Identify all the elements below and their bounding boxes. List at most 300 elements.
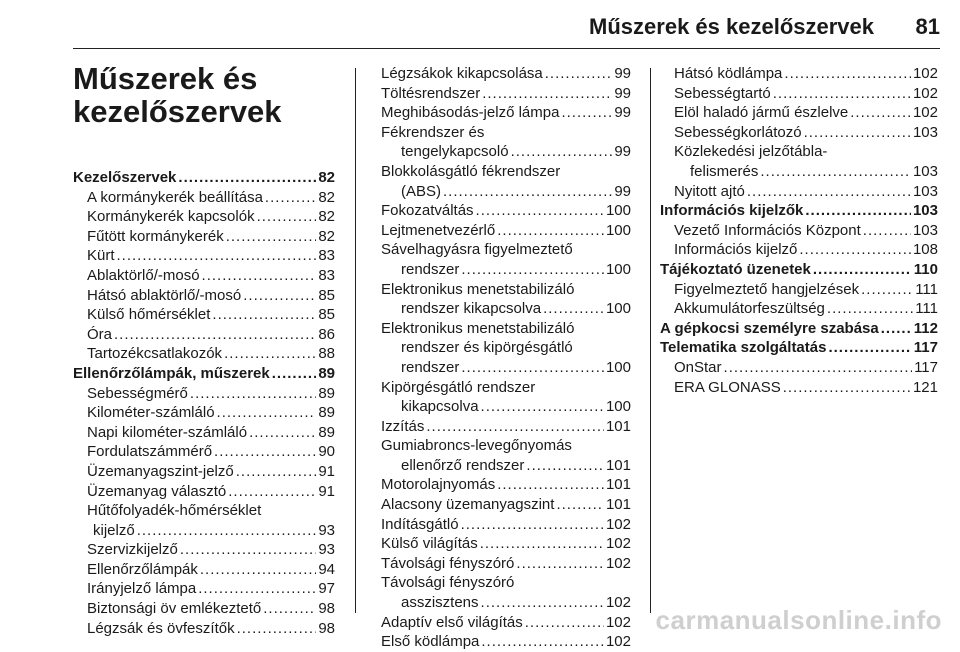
toc-entry-label: ellenőrző rendszer	[401, 456, 525, 474]
toc-entry[interactable]	[381, 632, 631, 652]
toc-entry[interactable]	[73, 305, 335, 325]
dot-leader	[511, 142, 613, 162]
dot-leader	[850, 103, 911, 123]
toc-entry-label: Blokkolásgátló fékrendszer	[381, 162, 561, 180]
toc-entry[interactable]	[73, 168, 335, 188]
running-title: Műszerek és kezelőszervek	[589, 14, 874, 39]
toc-entry-label: Óra	[87, 325, 113, 343]
toc-entry[interactable]	[660, 162, 938, 182]
toc-entry[interactable]	[381, 103, 631, 123]
dot-leader	[525, 613, 604, 633]
toc-entry-line[interactable]	[381, 240, 631, 260]
dot-leader	[272, 364, 317, 384]
toc-entry-page: 99	[614, 143, 631, 161]
toc-entry-row	[674, 280, 938, 300]
toc-entry-label: Fűtött kormánykerék	[87, 227, 224, 245]
dot-leader	[180, 540, 316, 560]
toc-entry-row	[674, 64, 938, 84]
dot-leader	[783, 378, 911, 398]
toc-entry[interactable]	[660, 64, 938, 84]
toc-entry[interactable]	[73, 560, 335, 580]
toc-entry-label: Információs kijelző	[674, 241, 798, 259]
toc-entry-line[interactable]	[381, 436, 631, 456]
toc-entry[interactable]	[381, 417, 631, 437]
toc-entry-page: 100	[605, 260, 631, 278]
dot-leader	[804, 123, 911, 143]
toc-entry[interactable]	[660, 319, 938, 339]
toc-entry-label: Akkumulátorfeszültség	[674, 300, 825, 318]
toc-entry-row	[401, 397, 631, 417]
toc-entry-page: 93	[318, 541, 335, 559]
dot-leader	[482, 84, 612, 104]
toc-entry-label: (ABS)	[401, 182, 442, 200]
toc-entry-label: Kipörgésgátló rendszer	[381, 378, 536, 396]
toc-entry-page: 102	[912, 65, 938, 82]
toc-entry-label: Kezelőszervek	[73, 169, 177, 186]
toc-entry-line[interactable]	[381, 162, 631, 182]
dot-leader	[543, 299, 604, 319]
toc-entry-label: Biztonsági öv emlékeztető	[87, 600, 262, 618]
toc-entry-page: 101	[605, 417, 631, 435]
toc-entry-page: 85	[318, 306, 335, 324]
toc-entry-page: 86	[318, 325, 335, 343]
toc-entry[interactable]	[73, 423, 335, 443]
toc-entry-row	[87, 266, 335, 286]
toc-entry[interactable]	[381, 554, 631, 574]
dot-leader	[516, 554, 604, 574]
toc-entry[interactable]	[381, 613, 631, 633]
toc-entry-line[interactable]	[381, 338, 631, 358]
toc-entry-row	[401, 142, 631, 162]
toc-entry-page: 103	[912, 202, 938, 220]
dot-leader	[545, 64, 613, 84]
toc-entry-row	[401, 593, 631, 613]
toc-entry-row	[674, 299, 938, 319]
toc-entry-page: 91	[318, 482, 335, 500]
toc-entry-row	[674, 123, 938, 143]
toc-entry-row	[87, 423, 335, 443]
toc-entry-label: rendszer	[401, 260, 460, 278]
toc-entry-label: rendszer kikapcsolva	[401, 300, 542, 318]
dot-leader	[476, 201, 604, 221]
dot-leader	[257, 207, 317, 227]
toc-entry-label: Külső világítás	[381, 535, 478, 553]
toc-entry[interactable]	[381, 299, 631, 319]
dot-leader	[137, 521, 317, 541]
toc-entry-label: Légzsákok kikapcsolása	[381, 65, 543, 82]
toc-entry[interactable]	[381, 260, 631, 280]
toc-entry[interactable]	[660, 123, 938, 143]
toc-entry-row	[87, 482, 335, 502]
dot-leader	[443, 182, 612, 202]
toc-entry-label: felismerés	[690, 162, 759, 180]
toc-entry-page: 99	[614, 65, 631, 82]
toc-entry-page: 98	[318, 600, 335, 618]
toc-entry-row	[381, 84, 631, 104]
watermark: carmanualsonline.info	[655, 605, 942, 635]
toc-entry-page: 103	[912, 123, 938, 141]
toc-entry-label: Távolsági fényszóró	[381, 574, 515, 592]
toc-entry-label: Ablaktörlő/-mosó	[87, 266, 200, 284]
toc-entry[interactable]	[73, 188, 335, 208]
toc-entry[interactable]	[381, 534, 631, 554]
toc-entry[interactable]	[73, 482, 335, 502]
toc-entry-page: 82	[318, 169, 335, 186]
toc-entry-label: Üzemanyagszint-jelző	[87, 462, 234, 480]
toc-entry-page: 101	[605, 476, 631, 494]
toc-entry-row	[381, 534, 631, 554]
toc-entry[interactable]	[381, 515, 631, 535]
toc-entry-line[interactable]	[381, 280, 631, 300]
toc-entry-row	[660, 319, 938, 339]
toc-entry-page: 90	[318, 443, 335, 461]
toc-entry-page: 102	[605, 554, 631, 572]
toc-entry-page: 117	[913, 339, 938, 357]
dot-leader	[497, 221, 604, 241]
toc-entry[interactable]	[381, 593, 631, 613]
toc-entry-page: 99	[614, 104, 631, 122]
toc-entry-page: 89	[318, 364, 335, 382]
dot-leader	[228, 482, 316, 502]
toc-entry-label: Sávelhagyásra figyelmeztető	[381, 241, 573, 259]
column-divider	[355, 68, 356, 613]
toc-entry-label: Gumiabroncs-levegőnyomás	[381, 437, 572, 455]
dot-leader	[827, 299, 913, 319]
toc-entry-page: 117	[914, 358, 938, 376]
toc-entry-label: Kormánykerék kapcsolók	[87, 208, 255, 226]
toc-entry[interactable]	[660, 260, 938, 280]
toc-entry-label: OnStar	[674, 358, 722, 376]
toc-entry-page: 100	[605, 202, 631, 220]
toc-entry-label: Elektronikus menetstabilizáló	[381, 319, 575, 337]
toc-entry-label: Első ködlámpa	[381, 633, 480, 651]
dot-leader	[190, 384, 316, 404]
toc-entry-row	[660, 260, 938, 280]
dot-leader	[799, 240, 911, 260]
header-rule	[73, 48, 940, 49]
toc-entry[interactable]	[660, 378, 938, 398]
dot-leader	[828, 338, 911, 358]
toc-entry-label: Sebességtartó	[674, 84, 771, 102]
toc-entry-page: 102	[912, 104, 938, 122]
toc-entry-page: 102	[912, 84, 938, 102]
toc-entry-page: 103	[912, 221, 938, 239]
toc-entry[interactable]	[381, 475, 631, 495]
dot-leader	[217, 403, 317, 423]
toc-entry[interactable]	[381, 495, 631, 515]
toc-entry-row	[87, 619, 335, 639]
toc-entry-line[interactable]	[381, 378, 631, 398]
toc-entry-page: 99	[614, 182, 631, 200]
toc-entry[interactable]	[381, 397, 631, 417]
toc-entry-row	[381, 632, 631, 652]
toc-entry[interactable]	[381, 84, 631, 104]
column-divider	[650, 68, 651, 613]
toc-entry[interactable]	[73, 286, 335, 306]
toc-entry-row	[401, 456, 631, 476]
dot-leader	[556, 495, 604, 515]
dot-leader	[236, 462, 317, 482]
dot-leader	[784, 64, 911, 84]
toc-entry[interactable]	[73, 579, 335, 599]
dot-leader	[760, 162, 911, 182]
toc-entry-row	[87, 442, 335, 462]
toc-column-2	[381, 64, 631, 652]
dot-leader	[263, 599, 316, 619]
toc-entry[interactable]	[73, 384, 335, 404]
toc-entry-row	[674, 103, 938, 123]
toc-entry-label: A gépkocsi személyre szabása	[660, 319, 879, 337]
dot-leader	[461, 515, 604, 535]
toc-entry-row	[73, 364, 335, 384]
toc-entry-label: Elektronikus menetstabilizáló	[381, 280, 575, 298]
dot-leader	[813, 260, 912, 280]
toc-entry-label: Légzsák és övfeszítők	[87, 619, 235, 637]
toc-entry-row	[381, 417, 631, 437]
toc-entry[interactable]	[660, 201, 938, 221]
toc-entry-label: Szervizkijelző	[87, 541, 178, 559]
dot-leader	[226, 227, 317, 247]
toc-entry-page: 89	[318, 384, 335, 402]
toc-entry-row	[381, 221, 631, 241]
toc-entry-page: 98	[318, 619, 335, 637]
toc-entry-page: 99	[614, 84, 631, 102]
toc-entry-label: Sebességkorlátozó	[674, 123, 802, 141]
toc-entry[interactable]	[73, 266, 335, 286]
toc-entry-label: Üzemanyag választó	[87, 482, 227, 500]
toc-entry[interactable]	[73, 462, 335, 482]
dot-leader	[461, 358, 604, 378]
toc-entry-page: 108	[912, 241, 938, 259]
toc-entry-label: Sebességmérő	[87, 384, 188, 402]
toc-entry-page: 102	[605, 633, 631, 651]
toc-entry[interactable]	[660, 182, 938, 202]
toc-entry-row	[401, 260, 631, 280]
toc-entry-label: Hűtőfolyadék-hőmérséklet	[87, 502, 262, 520]
toc-entry-page: 85	[318, 286, 335, 304]
toc-entry[interactable]	[660, 84, 938, 104]
toc-entry-page: 82	[318, 227, 335, 245]
toc-entry[interactable]	[73, 521, 335, 541]
toc-entry-label: Figyelmeztető hangjelzések	[674, 280, 860, 298]
toc-entry[interactable]	[660, 358, 938, 378]
dot-leader	[202, 266, 317, 286]
toc-entry-label: A kormánykerék beállítása	[87, 188, 263, 206]
toc-column-3	[660, 64, 938, 397]
toc-entry[interactable]	[73, 325, 335, 345]
toc-entry-label: Fordulatszámmérő	[87, 443, 213, 461]
toc-entry-label: Tájékoztató üzenetek	[660, 260, 811, 278]
toc-entry-row	[87, 403, 335, 423]
toc-entry[interactable]	[381, 142, 631, 162]
toc-entry-label: kijelző	[93, 521, 135, 539]
toc-entry-page: 100	[605, 221, 631, 239]
toc-entry-row	[660, 338, 938, 358]
toc-entry[interactable]	[381, 358, 631, 378]
toc-entry-row	[87, 325, 335, 345]
toc-entry-row	[87, 246, 335, 266]
dot-leader	[214, 442, 316, 462]
dot-leader	[114, 325, 316, 345]
toc-entry-label: Napi kilométer-számláló	[87, 423, 248, 441]
toc-entry-page: 101	[605, 456, 631, 474]
toc-entry-label: Kürt	[87, 247, 115, 265]
toc-entry-page: 89	[318, 404, 335, 422]
toc-entry-label: Meghibásodás-jelző lámpa	[381, 104, 560, 122]
toc-entry-row	[87, 599, 335, 619]
toc-entry-label: Hátsó ködlámpa	[674, 65, 783, 82]
toc-entry-row	[87, 207, 335, 227]
toc-entry-label: Indításgátló	[381, 515, 459, 533]
dot-leader	[237, 619, 317, 639]
toc-entry-label: Adaptív első világítás	[381, 613, 523, 631]
toc-entry-page: 102	[605, 613, 631, 631]
chapter-title	[73, 62, 353, 128]
toc-entry-page: 111	[915, 280, 938, 298]
toc-entry[interactable]	[381, 201, 631, 221]
dot-leader	[805, 201, 911, 221]
toc-entry[interactable]	[381, 64, 631, 84]
dot-leader	[863, 221, 911, 241]
dot-leader	[243, 286, 316, 306]
toc-entry-row	[674, 378, 938, 398]
toc-entry-page: 102	[605, 594, 631, 612]
dot-leader	[426, 417, 604, 437]
toc-entry-row	[87, 540, 335, 560]
dot-leader	[747, 182, 911, 202]
toc-entry[interactable]	[73, 619, 335, 639]
dot-leader	[481, 397, 604, 417]
toc-entry-label: Motorolajnyomás	[381, 476, 496, 494]
toc-entry-row	[381, 201, 631, 221]
dot-leader	[861, 280, 913, 300]
toc-entry-label: Fékrendszer és	[381, 123, 485, 141]
dot-leader	[265, 188, 316, 208]
toc-entry[interactable]	[73, 344, 335, 364]
toc-entry-label: Tartozékcsatlakozók	[87, 345, 223, 363]
toc-entry-label: tengelykapcsoló	[401, 143, 509, 161]
toc-entry-page: 103	[912, 162, 938, 180]
toc-entry[interactable]	[73, 227, 335, 247]
toc-entry[interactable]	[73, 540, 335, 560]
toc-entry[interactable]	[73, 599, 335, 619]
dot-leader	[481, 593, 604, 613]
toc-entry[interactable]	[660, 299, 938, 319]
dot-leader	[481, 632, 604, 652]
toc-entry[interactable]	[73, 246, 335, 266]
toc-entry-label: Irányjelző lámpa	[87, 580, 197, 598]
toc-entry-row	[87, 344, 335, 364]
toc-entry-page: 100	[605, 358, 631, 376]
toc-entry-row	[674, 358, 938, 378]
toc-entry-line[interactable]	[381, 123, 631, 143]
toc-entry[interactable]	[660, 240, 938, 260]
dot-leader	[480, 534, 604, 554]
dot-leader	[881, 319, 912, 339]
toc-entry-label: Közlekedési jelzőtábla-	[674, 143, 828, 161]
toc-entry[interactable]	[660, 338, 938, 358]
toc-entry[interactable]	[660, 221, 938, 241]
toc-entry-line[interactable]	[381, 319, 631, 339]
toc-entry-row	[93, 521, 335, 541]
dot-leader	[561, 103, 612, 123]
toc-entry-page: 91	[318, 462, 335, 480]
toc-entry-row	[660, 201, 938, 221]
toc-entry-row	[381, 554, 631, 574]
dot-leader	[198, 579, 316, 599]
toc-entry-row	[87, 384, 335, 404]
toc-entry-label: Alacsony üzemanyagszint	[381, 496, 555, 514]
toc-entry-label: Kilométer-számláló	[87, 404, 215, 422]
toc-entry-page: 83	[318, 266, 335, 284]
toc-entry-row	[87, 305, 335, 325]
toc-entry-label: Fokozatváltás	[381, 202, 474, 220]
toc-entry[interactable]	[381, 221, 631, 241]
toc-entry-row	[674, 182, 938, 202]
dot-leader	[724, 358, 913, 378]
toc-entry-page: 88	[318, 345, 335, 363]
dot-leader	[526, 456, 604, 476]
toc-entry-label: Izzítás	[381, 417, 425, 435]
toc-entry-label: asszisztens	[401, 594, 479, 612]
toc-entry-label: Távolsági fényszóró	[381, 554, 515, 572]
toc-entry-label: kikapcsolva	[401, 398, 479, 416]
dot-leader	[461, 260, 604, 280]
toc-entry-label: Ellenőrzőlámpák	[87, 560, 198, 578]
chapter-title-line: Műszerek és	[73, 61, 258, 96]
toc-entry[interactable]	[73, 207, 335, 227]
toc-entry-row	[674, 84, 938, 104]
toc-entry[interactable]	[660, 280, 938, 300]
toc-entry-row	[401, 299, 631, 319]
toc-entry-page: 111	[915, 300, 938, 318]
toc-entry-page: 102	[605, 515, 631, 533]
dot-leader	[178, 168, 316, 188]
toc-entry-label: Hátsó ablaktörlő/-mosó	[87, 286, 242, 304]
toc-entry[interactable]	[660, 103, 938, 123]
toc-entry-page: 100	[605, 398, 631, 416]
toc-entry-page: 89	[318, 423, 335, 441]
toc-entry-line[interactable]	[381, 573, 631, 593]
toc-entry[interactable]	[73, 403, 335, 423]
toc-entry-label: Töltésrendszer	[381, 84, 481, 102]
toc-entry[interactable]	[381, 182, 631, 202]
toc-entry-page: 110	[913, 260, 938, 278]
toc-entry-page: 102	[605, 535, 631, 553]
toc-entry-page: 103	[912, 182, 938, 200]
toc-entry-row	[690, 162, 938, 182]
toc-entry-row	[87, 227, 335, 247]
toc-entry-page: 93	[318, 521, 335, 539]
toc-entry-label: rendszer	[401, 358, 460, 376]
toc-entry[interactable]	[381, 456, 631, 476]
toc-entry-page: 94	[318, 560, 335, 578]
toc-entry-label: Nyitott ajtó	[674, 182, 745, 200]
toc-entry-row	[381, 495, 631, 515]
dot-leader	[497, 475, 604, 495]
toc-entry-row	[381, 64, 631, 84]
dot-leader	[224, 344, 316, 364]
toc-entry-page: 82	[318, 208, 335, 226]
toc-entry-line[interactable]	[660, 142, 938, 162]
toc-entry[interactable]	[73, 442, 335, 462]
dot-leader	[200, 560, 316, 580]
toc-entry[interactable]	[73, 364, 335, 384]
chapter-title-line: kezelőszervek	[73, 94, 282, 129]
toc-entry-row	[87, 286, 335, 306]
dot-leader	[212, 305, 316, 325]
toc-entry-line[interactable]	[73, 501, 335, 521]
